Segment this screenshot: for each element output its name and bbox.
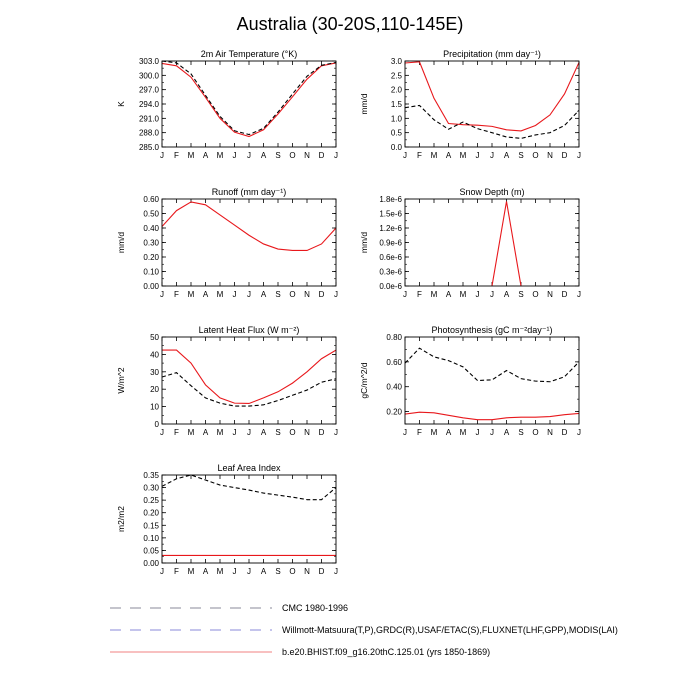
x-tick-label: J	[577, 290, 581, 299]
x-tick-label: F	[174, 290, 179, 299]
x-tick-label: S	[275, 428, 281, 437]
x-tick-label: M	[216, 290, 224, 299]
y-tick-label: 285.0	[138, 143, 159, 152]
chart-panel-1	[116, 49, 338, 160]
series-line-2	[405, 348, 579, 382]
x-tick-label: J	[247, 428, 251, 437]
x-tick-label: J	[247, 290, 251, 299]
y-axis-label: mm/d	[359, 231, 369, 254]
x-tick-label: D	[561, 151, 568, 160]
panel-title: Leaf Area Index	[217, 463, 281, 473]
x-tick-label: N	[547, 428, 553, 437]
series-line-1	[162, 202, 336, 251]
y-tick-label: 20	[150, 385, 159, 395]
x-tick-label: N	[304, 151, 310, 160]
chart-panel-2	[359, 49, 581, 160]
x-tick-label: N	[547, 290, 553, 299]
y-tick-label: 0.50	[143, 209, 159, 219]
y-tick-label: 0.10	[143, 267, 159, 277]
y-axis-label: K	[116, 101, 126, 107]
x-tick-label: M	[430, 151, 438, 160]
y-tick-label: 0.60	[143, 195, 159, 204]
panel-title: Snow Depth (m)	[459, 187, 525, 197]
x-tick-label: N	[304, 567, 310, 576]
chart-panel-4	[359, 187, 581, 299]
y-axis-label: mm/d	[116, 231, 126, 254]
x-tick-label: A	[202, 567, 209, 576]
panel-title: Runoff (mm day⁻¹)	[211, 187, 287, 197]
x-tick-label: M	[459, 428, 467, 437]
chart-panel-5	[116, 325, 338, 437]
y-tick-label: 0.00	[143, 559, 159, 568]
series-line-2	[162, 373, 336, 406]
x-tick-label: D	[318, 428, 325, 437]
y-tick-label: 40	[150, 350, 159, 360]
y-axis-label: W/m^2	[116, 367, 126, 394]
y-tick-label: 0.5	[390, 128, 402, 138]
series-line-2	[162, 61, 336, 135]
y-tick-label: 294.0	[138, 100, 159, 109]
x-tick-label: F	[174, 151, 179, 160]
x-tick-label: M	[187, 290, 195, 299]
x-tick-label: J	[160, 428, 164, 437]
y-tick-label: 30	[150, 367, 159, 377]
x-tick-label: S	[275, 151, 281, 160]
x-tick-label: A	[445, 290, 452, 299]
y-tick-label: 1.5	[390, 100, 402, 109]
legend	[110, 603, 618, 657]
x-tick-label: J	[160, 567, 164, 576]
x-tick-label: F	[417, 290, 422, 299]
y-tick-label: 0.20	[143, 508, 159, 518]
y-tick-label: 0.30	[143, 238, 159, 248]
y-tick-label: 0.3e-6	[379, 267, 402, 277]
x-tick-label: O	[532, 151, 539, 160]
x-tick-label: M	[430, 290, 438, 299]
y-tick-label: 1.5e-6	[379, 209, 402, 219]
plot-frame	[405, 199, 579, 286]
y-tick-label: 2.5	[390, 71, 402, 81]
y-tick-label: 0.30	[143, 483, 159, 493]
y-tick-label: 0.60	[386, 357, 402, 367]
x-tick-label: J	[160, 151, 164, 160]
x-tick-label: O	[532, 290, 539, 299]
x-tick-label: M	[459, 151, 467, 160]
series-line-1	[492, 201, 521, 286]
x-tick-label: J	[334, 567, 338, 576]
x-tick-label: J	[247, 567, 251, 576]
x-tick-label: M	[430, 428, 438, 437]
y-axis-label: m2/m2	[116, 506, 126, 532]
x-tick-label: A	[260, 428, 267, 437]
y-tick-label: 3.0	[390, 57, 402, 66]
x-tick-label: J	[475, 151, 480, 160]
chart-panels	[116, 49, 581, 576]
x-tick-label: J	[334, 290, 338, 299]
y-tick-label: 1.8e-6	[379, 195, 402, 204]
x-tick-label: M	[187, 428, 195, 437]
x-tick-label: S	[518, 428, 524, 437]
plot-frame	[162, 475, 336, 563]
y-tick-label: 0.40	[143, 224, 159, 233]
y-tick-label: 10	[150, 402, 159, 412]
x-tick-label: D	[318, 567, 325, 576]
x-tick-label: S	[518, 290, 524, 299]
x-tick-label: F	[417, 151, 422, 160]
x-tick-label: M	[459, 290, 467, 299]
panel-title: Latent Heat Flux (W m⁻²)	[198, 325, 300, 335]
x-tick-label: O	[289, 567, 296, 576]
y-axis-label: mm/d	[359, 93, 369, 115]
y-axis-label: gC/m^2/d	[359, 362, 369, 399]
y-tick-label: 0.00	[143, 282, 159, 291]
y-tick-label: 0.05	[143, 546, 159, 556]
y-tick-label: 297.0	[138, 85, 159, 95]
panel-title: 2m Air Temperature (°K)	[200, 49, 298, 59]
chart-panel-7	[116, 463, 338, 576]
y-tick-label: 288.0	[138, 128, 159, 138]
x-tick-label: J	[232, 290, 237, 299]
x-tick-label: A	[260, 290, 267, 299]
x-tick-label: D	[561, 428, 568, 437]
panel-title: Precipitation (mm day⁻¹)	[443, 49, 541, 59]
x-tick-label: A	[202, 428, 209, 437]
chart-panel-3	[116, 187, 338, 299]
figure-title: Australia (30-20S,110-145E)	[236, 14, 464, 34]
legend-label-2: Willmott-Matsuura(T,P),GRDC(R),USAF/ETAC(S),FLUXNET(LHF,GPP),MODIS(LAI)	[282, 625, 618, 635]
x-tick-label: J	[334, 151, 338, 160]
x-tick-label: D	[318, 151, 325, 160]
x-tick-label: M	[216, 151, 224, 160]
legend-label-1: CMC 1980-1996	[282, 603, 349, 613]
series-line-1	[162, 350, 336, 403]
x-tick-label: A	[503, 428, 510, 437]
x-tick-label: F	[417, 428, 422, 437]
x-tick-label: J	[232, 567, 237, 576]
x-tick-label: J	[490, 290, 494, 299]
x-tick-label: A	[503, 290, 510, 299]
x-tick-label: J	[403, 290, 407, 299]
x-tick-label: J	[475, 428, 480, 437]
x-tick-label: J	[160, 290, 164, 299]
x-tick-label: A	[202, 290, 209, 299]
x-tick-label: A	[445, 151, 452, 160]
x-tick-label: M	[216, 428, 224, 437]
plot-frame	[162, 199, 336, 286]
y-tick-label: 50	[150, 333, 159, 342]
x-tick-label: J	[232, 428, 237, 437]
x-tick-label: J	[403, 151, 407, 160]
x-tick-label: A	[503, 151, 510, 160]
x-tick-label: A	[260, 567, 267, 576]
y-tick-label: 0.0	[390, 143, 402, 152]
x-tick-label: J	[490, 151, 494, 160]
plot-frame	[405, 61, 579, 147]
x-tick-label: D	[318, 290, 325, 299]
y-tick-label: 1.0	[390, 114, 402, 124]
x-tick-label: M	[187, 151, 195, 160]
x-tick-label: F	[174, 428, 179, 437]
series-line-1	[405, 62, 579, 131]
y-tick-label: 0.9e-6	[379, 238, 402, 248]
y-tick-label: 0.10	[143, 533, 159, 543]
x-tick-label: A	[445, 428, 452, 437]
x-tick-label: J	[232, 151, 237, 160]
y-tick-label: 300.0	[138, 71, 159, 81]
x-tick-label: S	[275, 290, 281, 299]
x-tick-label: O	[289, 290, 296, 299]
x-tick-label: O	[289, 428, 296, 437]
y-tick-label: 0.35	[143, 471, 159, 480]
y-tick-label: 303.0	[138, 57, 159, 66]
y-tick-label: 0.15	[143, 521, 159, 531]
x-tick-label: J	[334, 428, 338, 437]
x-tick-label: J	[475, 290, 480, 299]
x-tick-label: N	[547, 151, 553, 160]
panel-title: Photosynthesis (gC m⁻²day⁻¹)	[431, 325, 553, 335]
x-tick-label: S	[275, 567, 281, 576]
y-tick-label: 0.0e-6	[379, 282, 402, 291]
x-tick-label: J	[247, 151, 251, 160]
plot-frame	[162, 337, 336, 424]
y-tick-label: 0.6e-6	[379, 253, 402, 262]
series-line-1	[162, 63, 336, 137]
x-tick-label: J	[577, 428, 581, 437]
y-tick-label: 0.20	[143, 253, 159, 262]
x-tick-label: A	[260, 151, 267, 160]
y-tick-label: 0.25	[143, 496, 159, 506]
chart-panel-6	[359, 325, 581, 437]
series-line-1	[405, 412, 579, 419]
x-tick-label: J	[403, 428, 407, 437]
y-tick-label: 2.0	[390, 85, 402, 95]
x-tick-label: F	[174, 567, 179, 576]
x-tick-label: O	[532, 428, 539, 437]
x-tick-label: N	[304, 428, 310, 437]
x-tick-label: D	[561, 290, 568, 299]
x-tick-label: J	[577, 151, 581, 160]
x-tick-label: O	[289, 151, 296, 160]
x-tick-label: J	[490, 428, 494, 437]
x-tick-label: A	[202, 151, 209, 160]
y-tick-label: 291.0	[138, 114, 159, 124]
x-tick-label: M	[216, 567, 224, 576]
y-tick-label: 0.40	[386, 382, 402, 392]
y-tick-label: 0	[154, 420, 159, 429]
x-tick-label: S	[518, 151, 524, 160]
y-tick-label: 0.80	[386, 333, 402, 342]
legend-label-3: b.e20.BHIST.f09_g16.20thC.125.01 (yrs 1850-1869)	[282, 647, 491, 657]
y-tick-label: 1.2e-6	[379, 224, 402, 233]
x-tick-label: N	[304, 290, 310, 299]
x-tick-label: M	[187, 567, 195, 576]
y-tick-label: 0.20	[386, 407, 402, 417]
